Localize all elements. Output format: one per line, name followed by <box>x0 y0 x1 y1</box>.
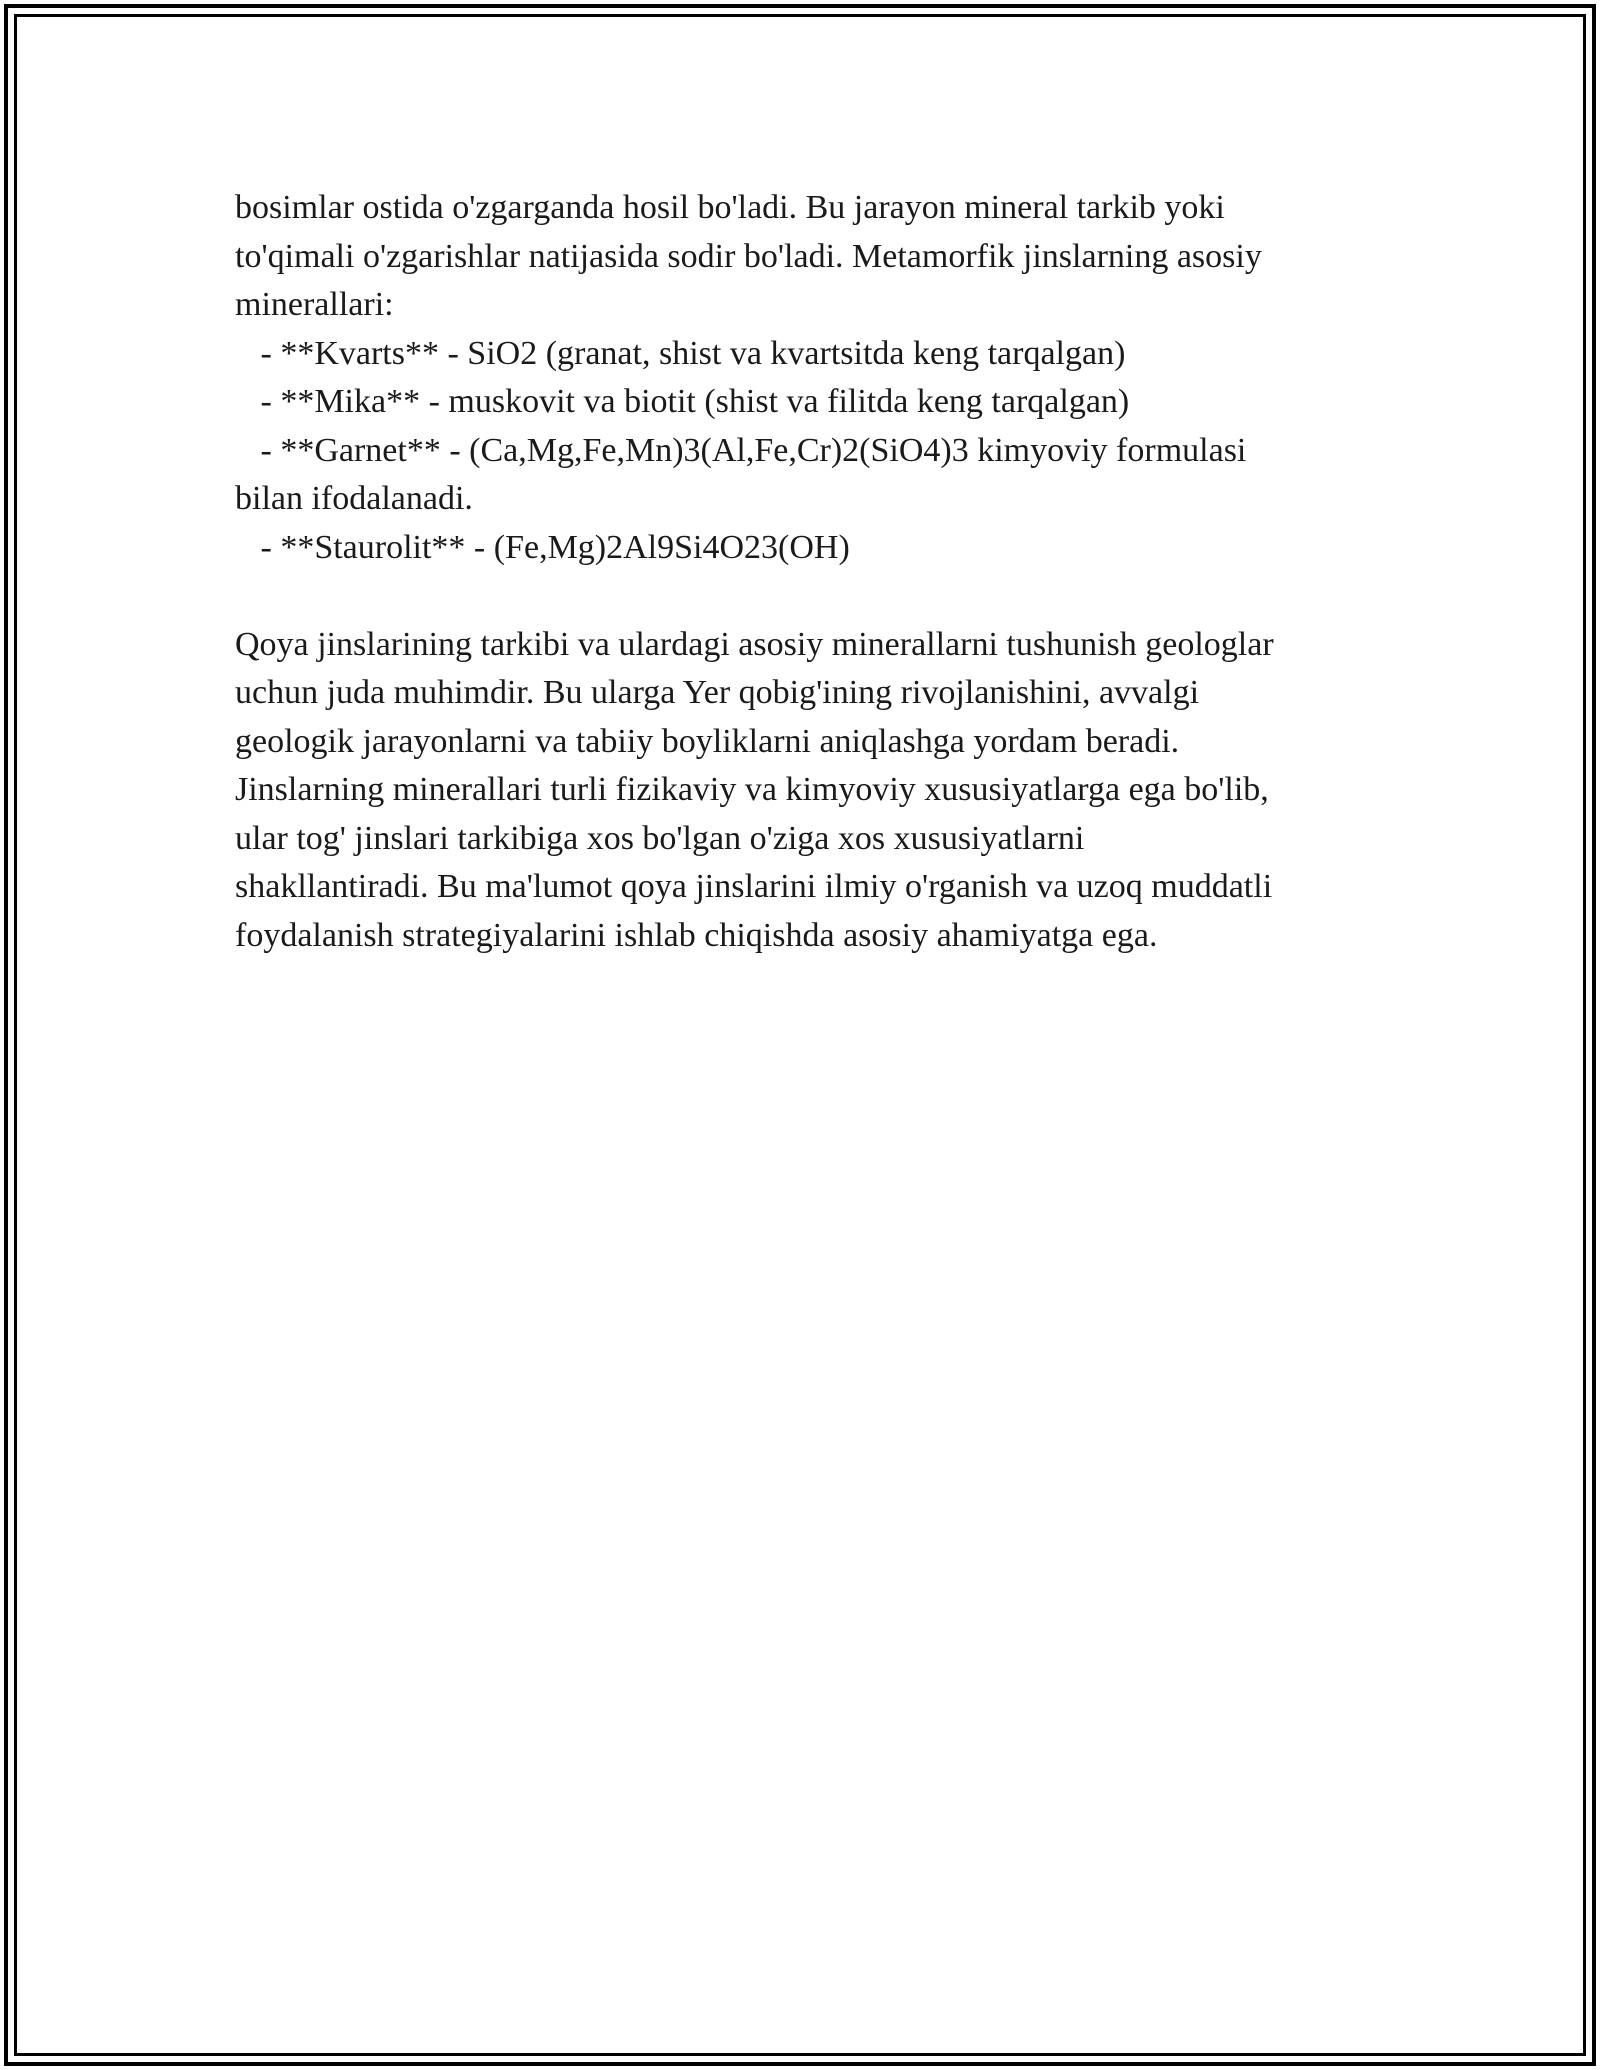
text-line: bosimlar ostida o'zgarganda hosil bo'ladi. Bu jarayon mineral tarkib yoki <box>235 189 1225 226</box>
paragraph-spacer <box>235 572 1375 621</box>
list-item-staurolit: - **Staurolit** - (Fe,Mg)2Al9Si4O23(OH) <box>235 528 850 566</box>
text-line: ular tog' jinslari tarkibiga xos bo'lgan o'ziga xos xususiyatlarni <box>235 819 1085 857</box>
text-line: Jinslarning minerallari turli fizikaviy va kimyoviy xususiyatlarga ega bo'lib, <box>235 771 1269 808</box>
text-line: shakllantiradi. Bu ma'lumot qoya jinslarini ilmiy o'rganish va uzoq muddatli <box>235 868 1273 905</box>
list-item-mika: - **Mika** - muskovit va biotit (shist va filitda keng tarqalgan) <box>235 383 1130 420</box>
paragraph-conclusion <box>235 621 1375 961</box>
text-line: bilan ifodalanadi. <box>235 480 473 517</box>
document-body <box>235 184 1375 960</box>
text-line: foydalanish strategiyalarini ishlab chiqishda asosiy ahamiyatga ega. <box>235 916 1158 954</box>
text-line: Qoya jinslarining tarkibi va ulardagi asosiy minerallarni tushunish geologlar <box>235 625 1274 663</box>
text-line: minerallari: <box>235 286 394 323</box>
list-item-garnet: - **Garnet** - (Ca,Mg,Fe,Mn)3(Al,Fe,Cr)2(SiO4)3 kimyoviy formulasi <box>235 431 1247 469</box>
list-item-kvarts: - **Kvarts** - SiO2 (granat, shist va kvartsitda keng tarqalgan) <box>235 334 1126 372</box>
text-line: uchun juda muhimdir. Bu ularga Yer qobig'ining rivojlanishini, avvalgi <box>235 674 1200 711</box>
paragraph-metamorphic-minerals <box>235 184 1375 572</box>
text-line: to'qimali o'zgarishlar natijasida sodir bo'ladi. Metamorfik jinslarning asosiy <box>235 237 1262 275</box>
text-line: geologik jarayonlarni va tabiiy boyliklarni aniqlashga yordam beradi. <box>235 722 1180 760</box>
